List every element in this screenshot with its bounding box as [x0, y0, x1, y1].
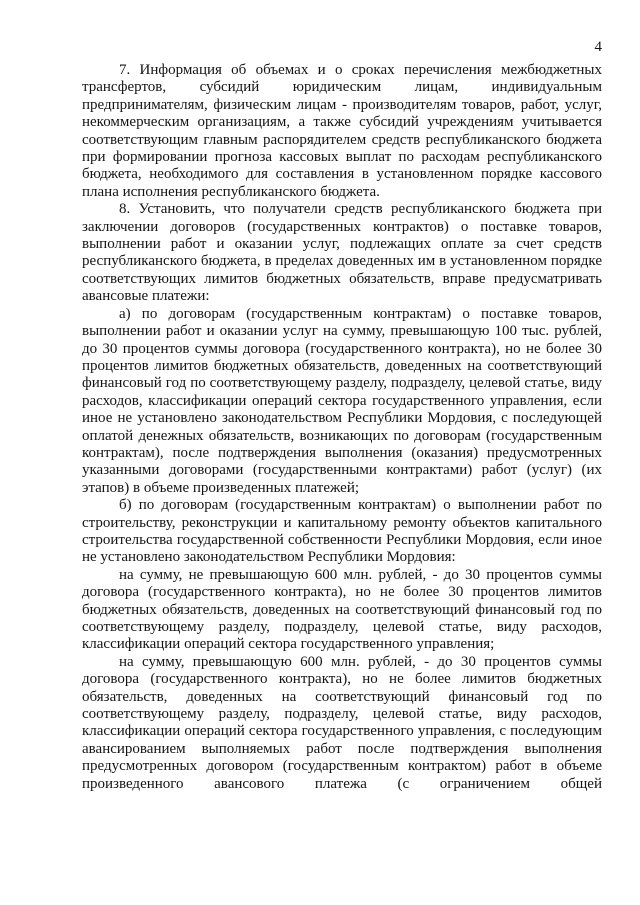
- paragraph-over-600mln: на сумму, превышающую 600 млн. рублей, - до 30 процентов суммы договора (государственного контракта), но не более лимитов бюджетных обязательств, доведенных на соответствующий финансовый год по соответствующему разделу, подразделу, целевой статье, виду расходов, классификации операций сектора государственного управления, с последующим авансированием выполняемых работ после подтверждения выполнения предусмотренных договором (государственным контрактом) работ в объеме произведенного авансового платежа (с ограничением общей: [82, 653, 602, 792]
- paragraph-item-7: 7. Информация об объемах и о сроках перечисления межбюджетных трансфертов, субсидий юридическим лицам, индивидуальным предпринимателям, физическим лицам - производителям товаров, работ, услуг, некоммерческим организациям, а также субсидий учреждениям учитывается соответствующим главным распорядителем средств республиканского бюджета при формировании прогноза кассовых выплат по расходам республиканского бюджета, необходимого для составления в установленном порядке кассового плана исполнения республиканского бюджета.: [82, 62, 602, 200]
- paragraph-subitem-b: б) по договорам (государственным контрактам) о выполнении работ по строительству, реконструкции и капитальному ремонту объектов капитального строительства государственной собственности Республики Мордовия, если иное не установлено законодательством Республики Мордовия:: [82, 497, 602, 566]
- paragraph-up-to-600mln: на сумму, не превышающую 600 млн. рублей, - до 30 процентов суммы договора (государственного контракта), но не более 30 процентов лимитов бюджетных обязательств, доведенных на соответствующий финансовый год по соответствующему разделу, подразделу, целевой статье, виду расходов, классификации операций сектора государственного управления;: [82, 566, 602, 653]
- document-body: [82, 62, 602, 793]
- paragraph-item-8: 8. Установить, что получатели средств республиканского бюджета при заключении договоров (государственных контрактов) о поставке товаров, выполнении работ и оказании услуг, подлежащих оплате за счет средств республиканского бюджета, в пределах доведенных им в установленном порядке соответствующих лимитов бюджетных обязательств, вправе предусматривать авансовые платежи:: [82, 201, 602, 305]
- paragraph-subitem-a: а) по договорам (государственным контрактам) о поставке товаров, выполнении работ и оказании услуг на сумму, превышающую 100 тыс. рублей, до 30 процентов суммы договора (государственного контракта), но не более 30 процентов лимитов бюджетных обязательств, доведенных на соответствующий финансовый год по соответствующему разделу, подразделу, целевой статье, виду расходов, классификации операций сектора государственного управления, если иное не установлено законодательством Республики Мордовия, с последующей оплатой денежных обязательств, возникающих по договорам (государственным контрактам), после подтверждения выполнения (оказания) предусмотренных указанными договорами (государственными контрактами) работ (услуг) (их этапов) в объеме произведенных платежей;: [82, 305, 602, 496]
- page-number: 4: [594, 39, 602, 55]
